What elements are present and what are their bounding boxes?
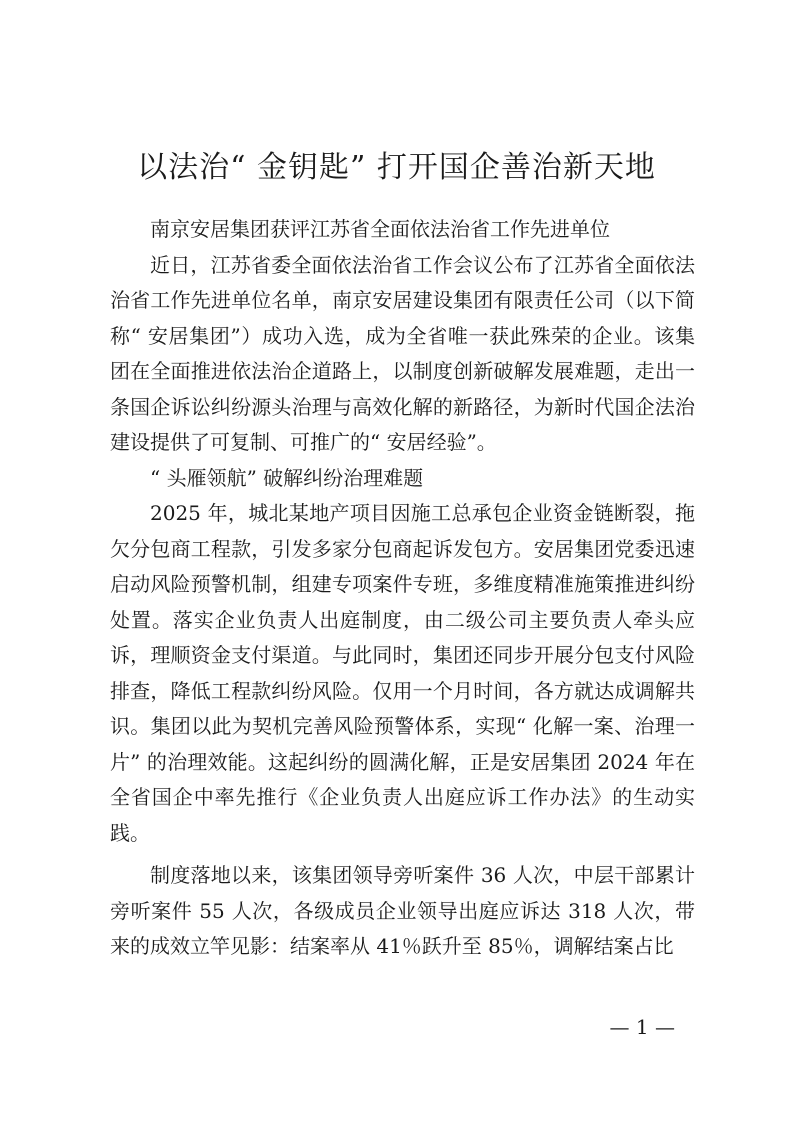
document-title: 以法治“ 金钥匙” 打开国企善治新天地 [137,150,656,185]
intro-paragraph: 近日，江苏省委全面依法治省工作会议公布了江苏省全面依法治省工作先进单位名单，南京安居建设集团有限责任公司（以下简称“ 安居集团”）成功入选，成为全省唯一获此殊荣的企业。该集团在全面推进依法治企道路上，以制度创新破解发展难题，走出一条国企诉讼纠纷源头治理与高效化解的新路径，为新时代国企法治建设提供了可复制、可推广的“ 安居经验”。 [110,252,695,454]
results-paragraph: 制度落地以来，该集团领导旁听案件 36 人次，中层干部累计旁听案件 55 人次，各级成员企业领导出庭应诉达 318 人次，带来的成效立竿见影：结案率从 41％跃升至 85％，调解结案占比 [110,863,695,958]
document-body [110,212,695,965]
subtitle-paragraph: 南京安居集团获评江苏省全面依法治省工作先进单位 [150,217,610,241]
page-number: — 1 — [609,1015,675,1039]
case-paragraph: 2025 年，城北某地产项目因施工总承包企业资金链断裂，拖欠分包商工程款，引发多家分包商起诉发包方。安居集团党委迅速启动风险预警机制，组建专项案件专班，多维度精准施策推进纠纷处置。落实企业负责人出庭制度，由二级公司主要负责人牵头应诉，理顺资金支付渠道。与此同时，集团还同步开展分包支付风险排查，降低工程款纠纷风险。仅用一个月时间，各方就达成调解共识。集团以此为契机完善风险预警体系，实现“ 化解一案、治理一片” 的治理效能。这起纠纷的圆满化解，正是安居集团 2024 年在全省国企中率先推行《企业负责人出庭应诉工作办法》的生动实践。 [110,501,695,845]
section-heading: “ 头雁领航” 破解纠纷治理难题 [150,465,424,490]
